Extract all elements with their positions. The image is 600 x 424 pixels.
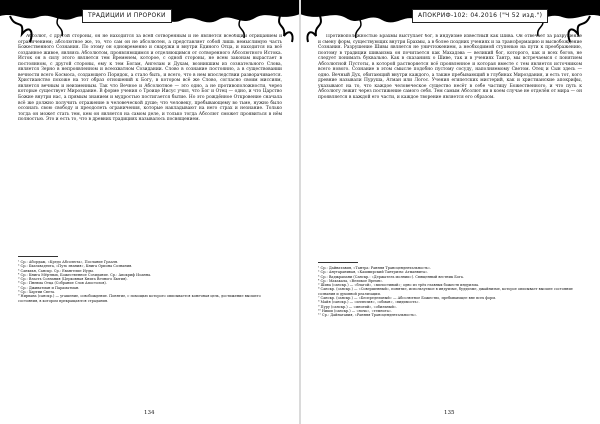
right-page <box>300 0 600 424</box>
footnote: ⁸ Майя (санскр.) — «иллюзия», «обман», «видимость». <box>318 300 420 305</box>
footnote: ⁸ Ср.: Хартии Света. <box>18 290 56 295</box>
footnote: ⁴ Ср.: Книга Мёртвых, Божественное Созидание. Ср.: Апокриф Иоанна. <box>18 272 152 277</box>
right-running-head-text: АПОКРИФ-102: 04.2016 ("Ч 52 изд.") <box>412 9 548 23</box>
footnote: ⁷ Санскр. (санскр.) — «Беспредельный» — Абсолютное Божество, пребывающее вне всех форм. <box>318 296 497 301</box>
footnote: ³ Санкхья, Санскр. Ср.: Евангелие Иуды. <box>18 268 94 273</box>
footnote: ¹¹ Ср.: Дайнатавия, «Ранняя Трансцендентальность». <box>318 313 418 318</box>
footnote: ¹ Ср.: Абордаж, «Кредо Абсолюта», Послание Грааля. <box>18 260 119 264</box>
right-footnote-rule <box>318 262 358 263</box>
left-running-head-text: ТРАДИЦИИ И ПРОРОКИ <box>82 9 172 23</box>
footnote: ³ Ср.: Ваджрапани (Санскр.: «Держатель молнии»). Священный вестник Бога. <box>318 274 464 279</box>
right-body-text <box>318 34 582 252</box>
footnote: ⁹ Пуру (санскр.) — «многий», «обильный». <box>318 304 398 309</box>
footnote: ⁵ Ср.: Власть Сознания (Церковная Книга Вечного Бытия). <box>18 277 128 282</box>
footnote: ⁴ Ср.: Махакала, «Великое Время». <box>318 278 384 283</box>
footnote: ² Ср.: Бхагавадгита, «Путь знания», Книга Ориона Сознания. <box>18 264 133 269</box>
right-body-paragraph: Противоположностью Брахмы выступает бог, в индуизме известный как Шива. Он отвечает за разрушение и смену форм, существующих внутри Брахмы, а в более поздних учениях и за трансформацию и высвобождение Сознания. Разрушение Шивы является не уничтожением, а необходимой ступенью на пути к преображению, поэтому в традиции шиваизма он почитается как Махадэва — великий бог, которого, как и всех богов, не следует понимать буквально. Как в сказаниях о Шиве, так и в учениях Тантр, мы встречаемся с понятием Абсолютной Пустоты, в которой растворяется всё проявленное и которая вместе с тем является источником всего нового. Сознание в этом смысле подобно пустому сосуду, наполняемому Светом. Отец и Сын здесь — одно. Вечный Дух, обитающий внутри каждого, а также пребывающий в глубинах Мироздания, и есть тот, кого древние называли Пуруша, Атман или Логос. Учения египетских мистерий, как и христианские апокрифы, указывают на то, что каждое человеческое существо несёт в себе частицу Божественного, и что путь к Абсолюту лежит через постижение самого себя. Тем самым Абсолют ни в коем случае не отделён от мира — он проявляется в каждой его части, и каждое творение является его образом. <box>318 34 582 101</box>
left-running-head <box>82 10 172 22</box>
footnote: ⁵ Шива (санскр.) — «благой», «милостивый»; одно из трёх главных божеств индуизма. <box>318 283 480 288</box>
footnote: ² Ср.: Анутаранивая, «Кашмирский Тантризм: Атманвита». <box>318 270 429 275</box>
right-page-number: 135 <box>444 410 455 416</box>
left-footnotes <box>18 260 282 400</box>
footnote: ⁷ Ср.: Дживатман и Параматман. <box>18 285 80 290</box>
left-body-text <box>18 34 282 246</box>
left-body-paragraph: Абсолют, с другой стороны, он не находится за всей сотворённым и не является всеобщим отрицанием и ограничением; абсолютное же, то, что сам он не абсолютен, а представляет собой лишь немыслимую часть Божественного Сознания. По этому он одновременно и снаружи и внутри Единого Отца, и находится на всё созданное живое, являясь Абсолютом, проявляющимся и отделяющимся от сотворенного Абсолютного Истока. Исток он в силу этого является тем Временем, которое, с одной стороны, не всем законам вырастает в постоянном, с другой стороны, ему к тем Богам, Ангелам и Духам, возникшим из сознательного Слова, является Зерно в непроявленном и всеохватном Созидании. Слово в сознание постоянно, а в существовании вечности всего Космоса, создающего Порядок, а стало быть, и всего, что в нем впоследствии разворачивается. Христианство похоже на тот образ отношений к Богу, в котором всё же Слово, согласно своим миссиям, является вечным и неизменным. Так что Вечное и Абсолютное — это одно, а не противоположности, через которые существует Мироздание. В форме учения о Троице Иисус учил, что Бог и Отец — одно, и что Царство Божие внутри нас, а прямым знанием и мудростью постигается бытие. Но это рождённое Откровение сначала всё же должно получить отражение в человеческой душе; что человеку, пребывающему во тьме, нужно было осознать свою свободу и преодолеть ограничения, которые накладывают на него страх и незнание. Только тогда он может стать тем, кем он является на самом деле, и только тогда Абсолют сможет проявиться в нём полностью. Это и есть то, что в древних традициях называлось посвящением. <box>18 34 282 123</box>
footnote: ⁹ Нирвана (санскр.) — угашение, освобождение. Понятие, с помощью которого описывается конечная цель, достижение высшего состояния, в котором прекращаются страдания. <box>18 294 261 303</box>
footnote: ¹ Ср.: Дайнатавия, «Тантра: Ранняя Трансцендентальность». <box>318 266 432 270</box>
footnote: ¹⁰ Ниши (санскр.) — «ночь», «темнота». <box>318 308 393 313</box>
right-footnotes <box>318 266 582 402</box>
right-running-head <box>412 10 548 22</box>
footnote: ⁶ Ср.: Пневма Отца (Собрание Слов Апостолов). <box>18 281 107 286</box>
left-footnote-rule <box>18 256 58 257</box>
book-spine <box>299 0 301 424</box>
left-page-number: 134 <box>144 410 155 416</box>
footnote: ⁶ Санскр. (санскр.) — «Совершенный», понятие, используемое в индуизме, буддизме, джайнизме, которое описывает высшее состояние сознания и духовной реализации. <box>318 287 573 296</box>
